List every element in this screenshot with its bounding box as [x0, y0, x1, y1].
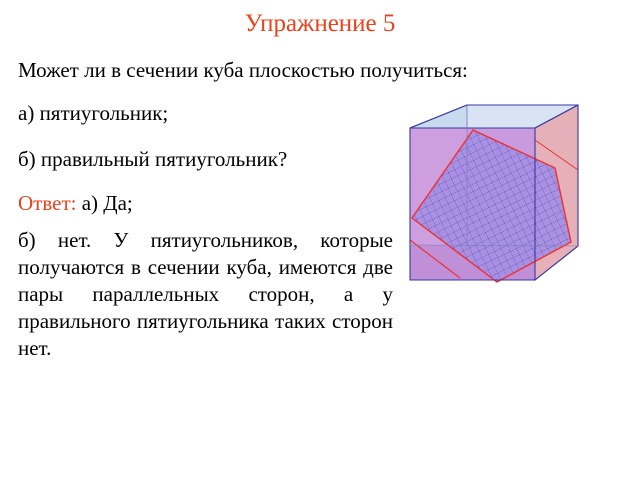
cube-cross-section-icon — [405, 100, 580, 285]
answer-a: а) Да; — [76, 191, 133, 215]
option-b: б) правильный пятиугольник? — [18, 147, 288, 171]
answer-label: Ответ: — [18, 191, 77, 215]
slide-title: Упражнение 5 — [244, 10, 396, 37]
answer-b-paragraph: б) нет. У пятиугольников, которые получаются в сечении куба, имеются две пары параллельных сторон, а у правильного пятиугольника таких сторон нет. — [18, 228, 393, 360]
question-text: Может ли в сечении куба плоскостью получиться: — [18, 58, 468, 82]
answer-line — [18, 190, 133, 216]
option-a: а) пятиугольник; — [18, 101, 169, 125]
